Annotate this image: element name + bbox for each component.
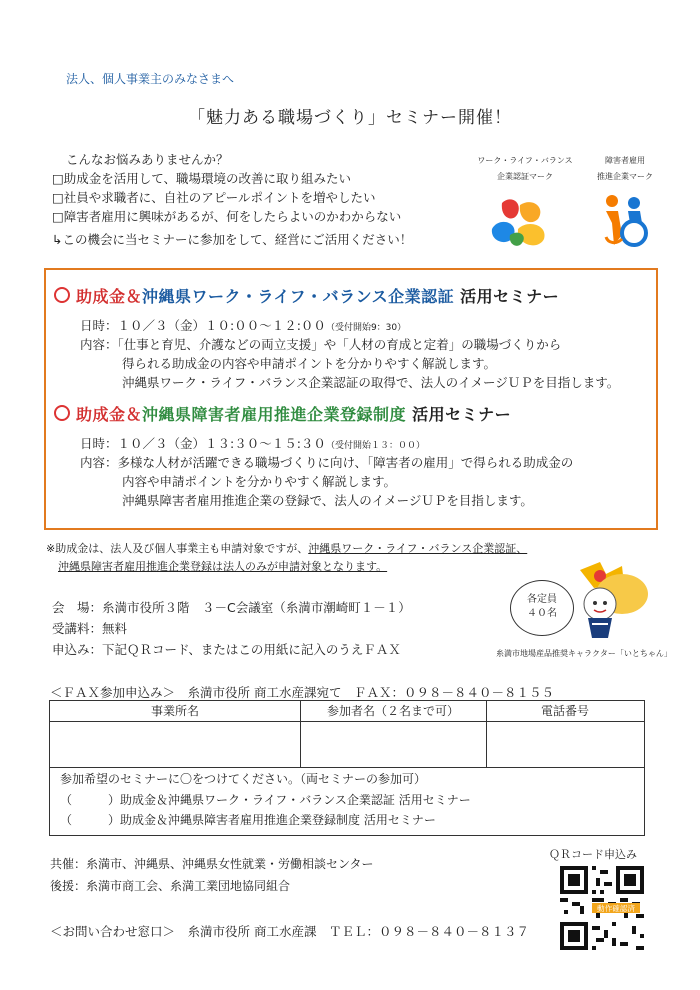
seminar-info-box xyxy=(44,268,658,530)
seminar1-datetime-text: 日時：１０／３（金）１０:００～１２:００ xyxy=(80,318,326,333)
concern-item: □助成金を活用して、職場環境の改善に取り組みたい xyxy=(52,171,352,186)
phone-field[interactable] xyxy=(487,722,644,767)
concern-item: □障害者雇用に興味があるが、何をしたらよいのかわからない xyxy=(52,209,402,224)
seminar2-head-amp: ＆ xyxy=(125,405,143,424)
note-line1-b: 沖縄県ワーク・ライフ・バランス企業認証、 xyxy=(308,542,528,555)
seminar1-content-2: 得られる助成金の内容や申請ポイントを分かりやすく解説します。 xyxy=(122,356,497,371)
disability-mark-caption-2: 推進企業マーク xyxy=(597,172,653,181)
wlb-mark-caption-2: 企業認証マーク xyxy=(497,172,553,181)
call-to-action: ↳この機会に当セミナーに参加をして、経営にご活用ください！ xyxy=(52,232,413,247)
wlb-logo-icon xyxy=(488,195,554,251)
fax-header: ＜ＦＡＸ参加申込み＞ 糸満市役所 商工水産課宛て ＦＡＸ：０９８－８４０－８１５５ xyxy=(50,685,554,700)
seminar2-content-1: 内容：多様な人材が活躍できる職場づくりに向け、「障害者の雇用」で得られる助成金の xyxy=(80,455,574,470)
venue-fee: 受講料：無料 xyxy=(52,621,128,636)
seminar1-content-3: 沖縄県ワーク・ライフ・バランス企業認証の取得で、法人のイメージＵＰを目指します。 xyxy=(122,375,620,390)
fax-form-table xyxy=(49,700,645,836)
seminar-choice-option-2[interactable]: （ ）助成金＆沖縄県障害者雇用推進企業登録制度 活用セミナー xyxy=(60,813,436,827)
seminar2-head-subsidy: 助成金 xyxy=(76,405,126,424)
seminar-choice-option-1[interactable]: （ ）助成金＆沖縄県ワーク・ライフ・バランス企業認証 活用セミナー xyxy=(60,793,471,807)
certification-marks xyxy=(470,155,670,255)
seminar-choice-instruction: 参加希望のセミナーに〇をつけてください。（両セミナーの参加可） xyxy=(60,772,427,786)
seminar1-heading xyxy=(54,284,559,307)
qr-verified-badge: 動作確認済 xyxy=(597,903,635,913)
eligibility-note xyxy=(46,540,527,576)
qr-code-icon[interactable] xyxy=(560,866,644,950)
seminar2-reception: （受付開始１３：００） xyxy=(325,441,425,451)
inquiry-contact: ＜お問い合わせ窓口＞ 糸満市役所 商工水産課 ＴＥＬ：０９８－８４０－８１３７ xyxy=(50,924,529,939)
seminar2-head-program: 沖縄県障害者雇用推進企業登録制度 xyxy=(142,405,407,424)
audience-label: 法人、個人事業主のみなさまへ xyxy=(66,72,235,86)
seminar1-head-suffix: 活用セミナー xyxy=(454,287,560,306)
co-host: 共催：糸満市、沖縄県、沖縄県女性就業・労働相談センター xyxy=(50,857,374,871)
venue-apply: 申込み：下記ＱＲコード、またはこの用紙に記入のうえＦＡＸ xyxy=(52,642,401,657)
note-line1-a: ※助成金は、法人及び個人事業主も申請対象ですが、 xyxy=(46,542,309,555)
concern-item: □社員や求職者に、自社のアピールポイントを増やしたい xyxy=(52,190,376,205)
participant-name-field[interactable] xyxy=(301,722,485,767)
seminar2-content-2: 内容や申請ポイントを分かりやすく解説します。 xyxy=(122,474,397,489)
business-name-field[interactable] xyxy=(50,722,299,767)
supporters: 後援：糸満市商工会、糸満工業団地協同組合 xyxy=(50,879,291,893)
seminar1-content-1: 内容：「仕事と育児、介護などの両立支援」や「人材の育成と定着」の職場づくりから xyxy=(80,337,562,352)
seminar2-head-suffix: 活用セミナー xyxy=(406,405,512,424)
seminar1-reception: （受付開始9：30） xyxy=(325,323,407,333)
qr-label: ＱＲコード申込み xyxy=(549,848,637,861)
seminar2-content-3: 沖縄県障害者雇用推進企業の登録で、法人のイメージＵＰを目指します。 xyxy=(122,493,533,508)
seminar1-head-program: 沖縄県ワーク・ライフ・バランス企業認証 xyxy=(142,287,455,306)
column-business-name: 事業所名 xyxy=(150,704,199,718)
table-divider xyxy=(50,767,644,768)
organizers-block xyxy=(50,853,374,897)
column-phone: 電話番号 xyxy=(540,704,589,718)
concerns-question: こんなお悩みありませんか？ xyxy=(66,152,229,167)
wlb-mark-caption-1: ワーク・ライフ・バランス xyxy=(477,156,573,165)
page-title: 「魅力ある職場づくり」セミナー開催！ xyxy=(188,108,512,128)
disability-logo-icon xyxy=(598,193,654,249)
disability-mark-caption-1: 障害者雇用 xyxy=(605,156,645,165)
mascot-icon xyxy=(560,560,650,645)
mascot-caption: 糸満市地場産品推奨キャラクター「いとちゃん」 xyxy=(496,649,672,658)
note-line2: 沖縄県障害者雇用推進企業登録は法人のみが申請対象となります。 xyxy=(58,560,388,573)
column-participant-name: 参加者名（２名まで可） xyxy=(326,704,459,718)
seminar2-heading xyxy=(54,402,511,425)
capacity-value: ４０名 xyxy=(527,608,557,619)
concerns-block xyxy=(52,150,412,249)
venue-place: 会 場：糸満市役所３階 ３－C会議室（糸満市潮崎町１－１） xyxy=(52,600,411,615)
seminar1-head-subsidy: 助成金 xyxy=(76,287,126,306)
seminar1-head-amp: ＆ xyxy=(125,287,143,306)
seminar2-datetime-text: 日時：１０／３（金）１３:３０～１５:３０ xyxy=(80,436,326,451)
capacity-label: 各定員 xyxy=(527,594,557,605)
circle-bullet-icon xyxy=(54,405,70,421)
venue-block xyxy=(52,597,411,660)
circle-bullet-icon xyxy=(54,287,70,303)
